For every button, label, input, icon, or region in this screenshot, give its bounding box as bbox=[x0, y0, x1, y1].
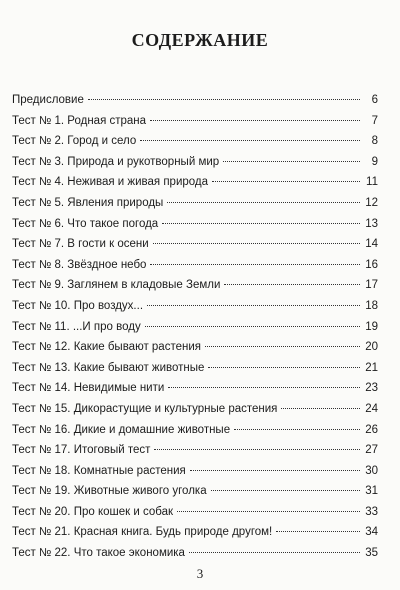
toc-entry-label: Предисловие bbox=[12, 94, 84, 106]
toc-entry-label: Тест № 13. Какие бывают животные bbox=[12, 361, 205, 374]
list-item bbox=[12, 399, 378, 420]
toc-entry-label: Тест № 3. Природа и рукотворный мир bbox=[12, 155, 220, 168]
dot-leader bbox=[145, 326, 360, 327]
toc-entry-page: 8 bbox=[371, 135, 378, 148]
dot-leader bbox=[167, 202, 360, 203]
toc-entry-label: Тест № 14. Невидимые нити bbox=[12, 382, 165, 395]
dot-leader bbox=[281, 408, 360, 409]
dot-leader bbox=[276, 531, 360, 532]
toc-entry-page: 6 bbox=[371, 94, 378, 106]
toc-entry-label: Тест № 11. ...И про воду bbox=[12, 320, 141, 333]
toc-entry-page: 27 bbox=[365, 444, 378, 457]
toc-entry-label: Тест № 4. Неживая и живая природа bbox=[12, 176, 209, 189]
dot-leader bbox=[234, 429, 360, 430]
toc-entry-page: 12 bbox=[365, 196, 378, 209]
toc-entry-label: Тест № 1. Родная страна bbox=[12, 114, 147, 127]
list-item bbox=[12, 481, 378, 502]
list-item bbox=[12, 420, 378, 441]
toc-entry-page: 21 bbox=[365, 361, 378, 374]
list-item bbox=[12, 461, 378, 482]
list-item bbox=[12, 440, 378, 461]
dot-leader bbox=[224, 284, 360, 285]
toc-entry-label: Тест № 9. Заглянем в кладовые Земли bbox=[12, 279, 221, 292]
toc-entry-page: 14 bbox=[365, 238, 378, 251]
list-item bbox=[12, 543, 378, 564]
toc-entry-label: Тест № 20. Про кошек и собак bbox=[12, 505, 173, 518]
toc-entry-label: Тест № 15. Дикорастущие и культурные растения bbox=[12, 402, 278, 415]
dot-leader bbox=[140, 140, 360, 141]
toc-entry-label: Тест № 18. Комнатные растения bbox=[12, 464, 186, 477]
toc-entry-page: 19 bbox=[365, 320, 378, 333]
list-item bbox=[12, 172, 378, 193]
list-item bbox=[12, 502, 378, 523]
list-item bbox=[12, 193, 378, 214]
toc-entry-page: 18 bbox=[365, 299, 378, 312]
toc-entry-page: 13 bbox=[365, 217, 378, 230]
list-item bbox=[12, 152, 378, 173]
dot-leader bbox=[147, 305, 360, 306]
toc-entry-label: Тест № 10. Про воздух... bbox=[12, 299, 144, 312]
toc-entry-label: Тест № 16. Дикие и домашние животные bbox=[12, 423, 231, 436]
toc-entry-page: 9 bbox=[371, 155, 378, 168]
dot-leader bbox=[162, 223, 360, 224]
toc-entry-label: Тест № 8. Звёздное небо bbox=[12, 258, 147, 271]
toc-entry-label: Тест № 19. Животные живого уголка bbox=[12, 485, 207, 498]
toc-entry-page: 34 bbox=[365, 526, 378, 539]
dot-leader bbox=[211, 490, 360, 491]
toc-entry-label: Тест № 5. Явления природы bbox=[12, 196, 164, 209]
toc-entry-page: 11 bbox=[366, 176, 378, 189]
toc-entry-page: 23 bbox=[365, 382, 378, 395]
toc-entry-page: 16 bbox=[365, 258, 378, 271]
toc-entry-label: Тест № 12. Какие бывают растения bbox=[12, 341, 201, 354]
toc-entry-page: 7 bbox=[371, 114, 378, 127]
dot-leader bbox=[153, 243, 360, 244]
dot-leader bbox=[177, 511, 360, 512]
dot-leader bbox=[150, 264, 360, 265]
list-item bbox=[12, 358, 378, 379]
toc-entry-page: 33 bbox=[365, 505, 378, 518]
list-item bbox=[12, 131, 378, 152]
toc-entry-label: Тест № 2. Город и село bbox=[12, 135, 137, 148]
list-item bbox=[12, 337, 378, 358]
toc-entry-page: 24 bbox=[365, 402, 378, 415]
page-title: СОДЕРЖАНИЕ bbox=[131, 30, 269, 50]
list-item bbox=[12, 378, 378, 399]
dot-leader bbox=[189, 552, 360, 553]
list-item bbox=[12, 214, 378, 235]
list-item bbox=[12, 111, 378, 132]
dot-leader bbox=[205, 346, 360, 347]
toc-entry-page: 20 bbox=[365, 341, 378, 354]
toc-entry-label: Тест № 6. Что такое погода bbox=[12, 217, 159, 230]
dot-leader bbox=[208, 367, 360, 368]
table-of-contents bbox=[12, 90, 378, 564]
toc-entry-page: 26 bbox=[365, 423, 378, 436]
dot-leader bbox=[190, 470, 360, 471]
toc-entry-page: 31 bbox=[365, 485, 378, 498]
list-item bbox=[12, 296, 378, 317]
toc-entry-page: 30 bbox=[365, 464, 378, 477]
toc-entry-label: Тест № 21. Красная книга. Будь природе другом! bbox=[12, 526, 273, 539]
toc-entry-label: Тест № 17. Итоговый тест bbox=[12, 444, 151, 457]
list-item bbox=[12, 255, 378, 276]
dot-leader bbox=[223, 161, 360, 162]
dot-leader bbox=[88, 99, 360, 100]
dot-leader bbox=[168, 387, 360, 388]
dot-leader bbox=[154, 449, 360, 450]
dot-leader bbox=[212, 181, 360, 182]
toc-entry-page: 35 bbox=[365, 547, 378, 560]
list-item bbox=[12, 90, 378, 111]
list-item bbox=[12, 522, 378, 543]
toc-entry-page: 17 bbox=[365, 279, 378, 292]
list-item bbox=[12, 275, 378, 296]
toc-entry-label: Тест № 22. Что такое экономика bbox=[12, 547, 185, 560]
list-item bbox=[12, 234, 378, 255]
page-number: 3 bbox=[196, 566, 204, 581]
toc-entry-label: Тест № 7. В гости к осени bbox=[12, 238, 149, 251]
dot-leader bbox=[150, 120, 360, 121]
list-item bbox=[12, 317, 378, 338]
